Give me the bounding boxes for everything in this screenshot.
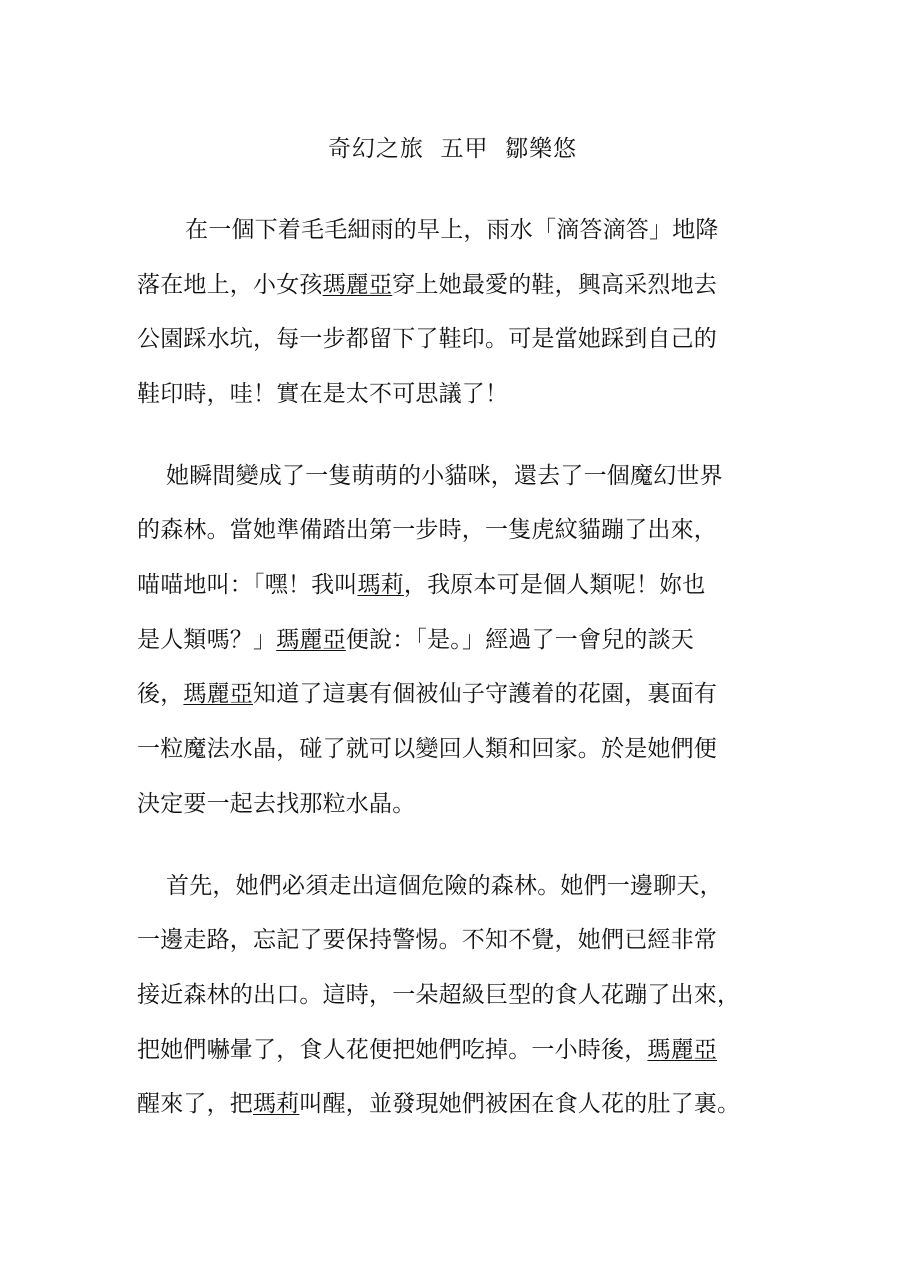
text-run: ，我原本可是個人類呢！妳也 <box>403 572 706 598</box>
text-run: 叫醒，並發現她們被困在食人花的肚了裏。 <box>299 1091 741 1117</box>
paragraph-line: 一粒魔法水晶，碰了就可以變回人類和回家。於是她們便 <box>137 736 717 762</box>
paragraph-line: 她瞬間變成了一隻萌萌的小貓咪，還去了一個魔幻世界 <box>166 463 723 489</box>
text-run: 落在地上，小女孩 <box>137 272 323 298</box>
character-name: 瑪麗亞 <box>276 627 346 653</box>
text-run: 便說：「是。」經過了一會兒的談天 <box>345 627 695 653</box>
paragraph-line: 鞋印時，哇！實在是太不可思議了！ <box>137 381 509 407</box>
paragraph-line <box>137 1033 717 1067</box>
character-name: 瑪莉 <box>253 1091 300 1117</box>
paragraph-line <box>137 268 717 302</box>
text-run: 是人類嗎？」 <box>137 627 277 653</box>
text-run: 後， <box>137 681 184 707</box>
text-run: 喵喵地叫：「嘿！我叫 <box>137 572 358 598</box>
document-title: 奇幻之旅 五甲 鄒樂悠 <box>327 136 578 162</box>
character-name: 瑪麗亞 <box>647 1037 718 1063</box>
paragraph-line <box>137 568 706 602</box>
paragraph-line <box>137 1087 740 1121</box>
paragraph-line: 一邊走路，忘記了要保持警惕。不知不覺，她們已經非常 <box>137 927 717 953</box>
character-name: 瑪麗亞 <box>183 681 254 707</box>
paragraph-line <box>137 623 694 657</box>
paragraph-line: 決定要一起去找那粒水晶。 <box>137 791 416 817</box>
text-run: 穿上她最愛的鞋，興高采烈地去 <box>392 272 718 298</box>
character-name: 瑪莉 <box>357 572 404 598</box>
character-name: 瑪麗亞 <box>322 272 393 298</box>
paragraph-line: 公園踩水坑，每一步都留下了鞋印。可是當她踩到自己的 <box>137 326 717 352</box>
paragraph-line: 首先，她們必須走出這個危險的森林。她們一邊聊天， <box>166 873 723 899</box>
paragraph-line <box>137 677 717 711</box>
paragraph-line: 接近森林的出口。這時，一朵超級巨型的食人花蹦了出來， <box>137 982 741 1008</box>
paragraph-line: 在一個下着毛毛細雨的早上，雨水「滴答滴答」地降 <box>185 217 719 243</box>
paragraph-line: 的森林。當她準備踏出第一步時，一隻虎紋貓蹦了出來， <box>137 517 717 543</box>
text-run: 把她們嚇暈了，食人花便把她們吃掉。一小時後， <box>137 1037 648 1063</box>
text-run: 醒來了，把 <box>137 1091 253 1117</box>
text-run: 知道了這裏有個被仙子守護着的花園，裏面有 <box>253 681 718 707</box>
